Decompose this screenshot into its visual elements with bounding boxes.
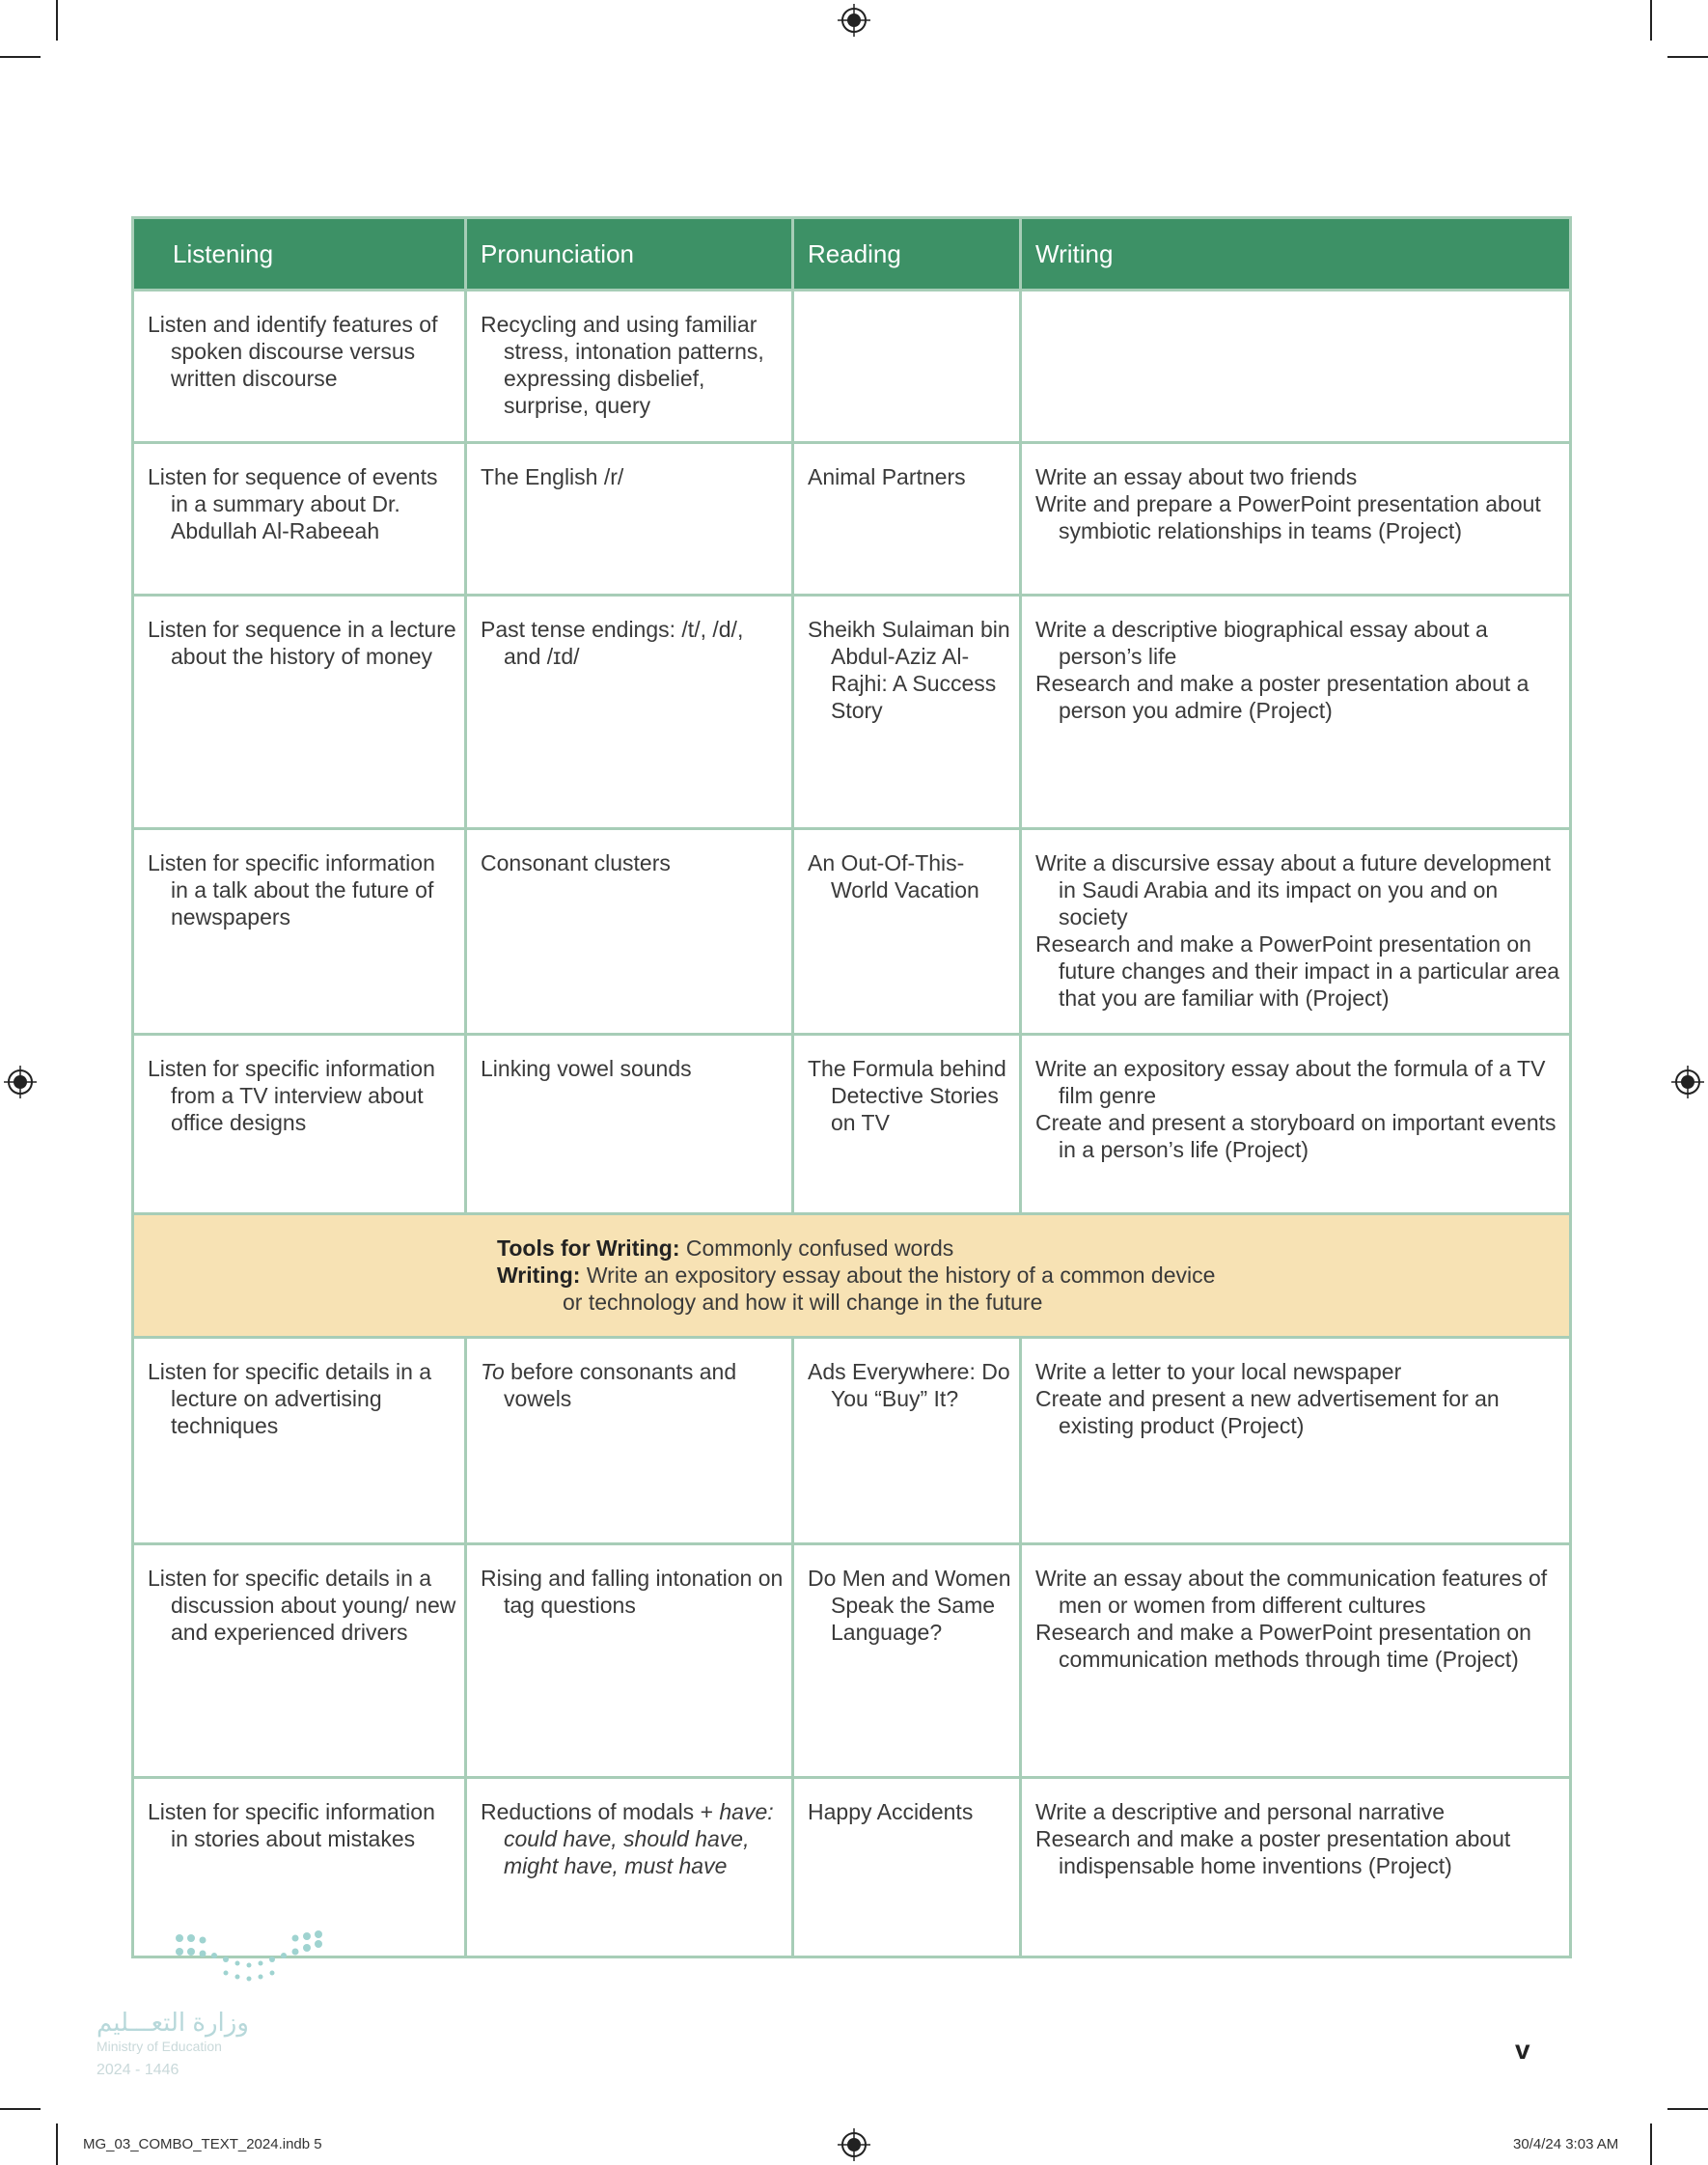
registration-mark-icon xyxy=(838,2128,870,2161)
writing-cell: Write a descriptive and personal narrative Research and make a poster presentation about indispensable home inventions (Project) xyxy=(1021,1778,1571,1957)
logo-dots-icon xyxy=(174,1930,347,1998)
page-number: v xyxy=(1515,2035,1530,2065)
writing-cell: Write a discursive essay about a future development in Saudi Arabia and its impact on you and on society Research and make a PowerPoint presentation on future changes and their impact in a particular area that you are familiar with (Project) xyxy=(1021,829,1571,1035)
pronunciation-cell: Reductions of modals + have: could have, should have, might have, must have xyxy=(466,1778,793,1957)
reading-cell: The Formula behind Detective Stories on TV xyxy=(793,1035,1021,1214)
reading-cell xyxy=(793,291,1021,443)
footer-file-name: MG_03_COMBO_TEXT_2024.indb 5 xyxy=(83,2136,322,2152)
tools-for-writing-row xyxy=(133,1214,1571,1338)
reading-cell: Ads Everywhere: Do You “Buy” It? xyxy=(793,1338,1021,1544)
tools-for-writing-block xyxy=(497,1235,1563,1316)
tools-label: Tools for Writing: xyxy=(497,1235,680,1261)
writing-label: Writing: xyxy=(497,1263,581,1288)
crop-mark xyxy=(56,0,58,41)
header-listening: Listening xyxy=(133,218,466,291)
reading-cell: Do Men and Women Speak the Same Language? xyxy=(793,1544,1021,1778)
crop-mark xyxy=(1667,2108,1708,2110)
crop-mark xyxy=(0,56,41,58)
listening-cell: Listen and identify features of spoken discourse versus written discourse xyxy=(133,291,466,443)
table-row xyxy=(133,829,1571,1035)
table-row xyxy=(133,291,1571,443)
writing-cell: Write a letter to your local newspaper Create and present a new advertisement for an existing product (Project) xyxy=(1021,1338,1571,1544)
crop-mark xyxy=(1650,2123,1652,2165)
scope-sequence-table xyxy=(131,216,1572,1958)
table-row xyxy=(133,1544,1571,1778)
pronunciation-cell: To before consonants and vowels xyxy=(466,1338,793,1544)
header-pronunciation: Pronunciation xyxy=(466,218,793,291)
crop-mark xyxy=(56,2123,58,2165)
pronunciation-cell: Consonant clusters xyxy=(466,829,793,1035)
writing-cell: Write a descriptive biographical essay about a person’s life Research and make a poster presentation about a person you admire (Project) xyxy=(1021,596,1571,829)
footer-timestamp: 30/4/24 3:03 AM xyxy=(1513,2136,1619,2152)
listening-cell: Listen for specific information in stories about mistakes xyxy=(133,1778,466,1957)
reading-cell: Animal Partners xyxy=(793,443,1021,596)
registration-mark-icon xyxy=(838,4,870,37)
writing-cell: Write an essay about two friends Write and prepare a PowerPoint presentation about symbiotic relationships in teams (Project) xyxy=(1021,443,1571,596)
table-row xyxy=(133,596,1571,829)
tools-for-writing-cell xyxy=(133,1214,1571,1338)
listening-cell: Listen for specific information in a talk about the future of newspapers xyxy=(133,829,466,1035)
registration-mark-icon xyxy=(4,1066,37,1098)
ministry-logo xyxy=(96,1930,270,2085)
table-row xyxy=(133,1338,1571,1544)
table-row xyxy=(133,1778,1571,1957)
writing-cell: Write an expository essay about the formula of a TV film genre Create and present a storyboard on important events in a person’s life (Project) xyxy=(1021,1035,1571,1214)
reading-cell: Sheikh Sulaiman bin Abdul-Aziz Al-Rajhi: A Success Story xyxy=(793,596,1021,829)
writing-cell xyxy=(1021,291,1571,443)
listening-cell: Listen for specific details in a lecture on advertising techniques xyxy=(133,1338,466,1544)
listening-cell: Listen for specific information from a TV interview about office designs xyxy=(133,1035,466,1214)
table-row xyxy=(133,443,1571,596)
crop-mark xyxy=(0,2108,41,2110)
logo-year-text: 2024 - 1446 xyxy=(96,2062,179,2078)
crop-mark xyxy=(1650,0,1652,41)
listening-cell: Listen for sequence in a lecture about the history of money xyxy=(133,596,466,829)
logo-arabic-text: وزارة التعـــليم xyxy=(96,2008,249,2037)
table-row xyxy=(133,1035,1571,1214)
listening-cell: Listen for sequence of events in a summary about Dr. Abdullah Al-Rabeeah xyxy=(133,443,466,596)
pronunciation-cell: Past tense endings: /t/, /d/, and /ɪd/ xyxy=(466,596,793,829)
header-reading: Reading xyxy=(793,218,1021,291)
reading-cell: Happy Accidents xyxy=(793,1778,1021,1957)
reading-cell: An Out-Of-This-World Vacation xyxy=(793,829,1021,1035)
header-writing: Writing xyxy=(1021,218,1571,291)
writing-text: Write an expository essay about the history of a common device xyxy=(586,1263,1216,1288)
tools-text: Commonly confused words xyxy=(685,1235,954,1261)
writing-cell: Write an essay about the communication features of men or women from different cultures Research and make a PowerPoint presentation on communication methods through time (Project) xyxy=(1021,1544,1571,1778)
pronunciation-cell: Recycling and using familiar stress, intonation patterns, expressing disbelief, surprise, query xyxy=(466,291,793,443)
listening-cell: Listen for specific details in a discussion about young/ new and experienced drivers xyxy=(133,1544,466,1778)
header-row xyxy=(133,218,1571,291)
crop-mark xyxy=(1667,56,1708,58)
pronunciation-cell: Linking vowel sounds xyxy=(466,1035,793,1214)
writing-text-continued: or technology and how it will change in the future xyxy=(563,1290,1043,1315)
pronunciation-cell: Rising and falling intonation on tag questions xyxy=(466,1544,793,1778)
pronunciation-cell: The English /r/ xyxy=(466,443,793,596)
logo-english-text: Ministry of Education xyxy=(96,2039,222,2054)
registration-mark-icon xyxy=(1671,1066,1704,1098)
